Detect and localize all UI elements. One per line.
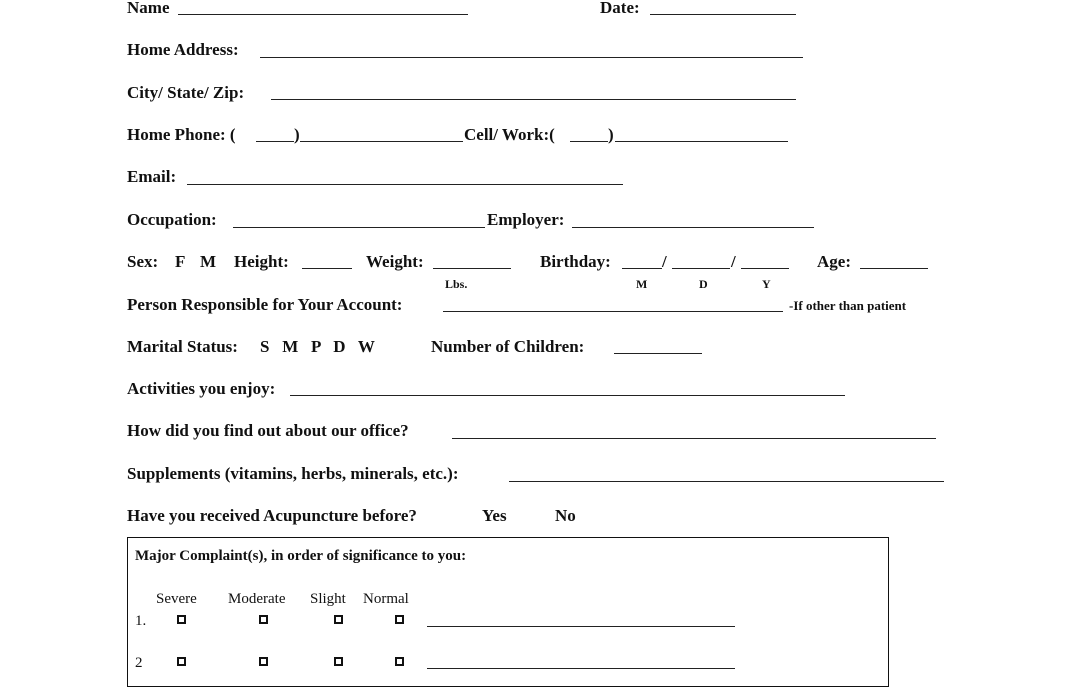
cell-area-code-field[interactable] bbox=[570, 141, 608, 142]
birthday-year-field[interactable] bbox=[741, 268, 789, 269]
name-field[interactable] bbox=[178, 14, 468, 15]
employer-label: Employer: bbox=[487, 210, 565, 229]
weight-label: Weight: bbox=[366, 252, 424, 271]
cell-work-field[interactable] bbox=[615, 141, 788, 142]
acupuncture-yes-option[interactable]: Yes bbox=[482, 506, 507, 525]
complaint-row-number: 2 bbox=[135, 655, 143, 671]
home-phone-field[interactable] bbox=[300, 141, 463, 142]
birthday-month-field[interactable] bbox=[622, 268, 662, 269]
marital-status-options[interactable]: S M P D W bbox=[260, 337, 375, 356]
find-office-field[interactable] bbox=[452, 438, 936, 439]
home-address-label: Home Address: bbox=[127, 40, 239, 59]
birthday-label: Birthday: bbox=[540, 252, 611, 271]
column-severe: Severe bbox=[156, 591, 197, 607]
children-field[interactable] bbox=[614, 353, 702, 354]
date-label: Date: bbox=[600, 0, 640, 17]
birthday-slash-1: / bbox=[662, 252, 667, 271]
date-field[interactable] bbox=[650, 14, 796, 15]
acupuncture-no-option[interactable]: No bbox=[555, 506, 576, 525]
row2-normal-checkbox[interactable] bbox=[395, 657, 404, 666]
acupuncture-label: Have you received Acupuncture before? bbox=[127, 506, 417, 525]
marital-status-label: Marital Status: bbox=[127, 337, 238, 356]
cell-work-label: Cell/ Work:( bbox=[464, 125, 555, 144]
home-phone-paren: ) bbox=[294, 125, 300, 144]
weight-field[interactable] bbox=[433, 268, 511, 269]
complaint-row-number: 1. bbox=[135, 613, 147, 629]
sex-option-f[interactable]: F bbox=[175, 252, 186, 271]
row1-normal-checkbox[interactable] bbox=[395, 615, 404, 624]
year-hint-label: Y bbox=[762, 277, 771, 291]
row1-slight-checkbox[interactable] bbox=[334, 615, 343, 624]
age-field[interactable] bbox=[860, 268, 928, 269]
occupation-label: Occupation: bbox=[127, 210, 217, 229]
day-hint-label: D bbox=[699, 277, 708, 291]
employer-field[interactable] bbox=[572, 227, 814, 228]
responsible-note: -If other than patient bbox=[789, 298, 907, 313]
sex-label: Sex: bbox=[127, 252, 159, 271]
cell-paren: ) bbox=[608, 125, 614, 144]
complaints-title: Major Complaint(s), in order of significance to you: bbox=[135, 548, 467, 564]
column-moderate: Moderate bbox=[228, 591, 286, 607]
age-label: Age: bbox=[817, 252, 851, 271]
responsible-field[interactable] bbox=[443, 311, 783, 312]
height-label: Height: bbox=[234, 252, 289, 271]
email-field[interactable] bbox=[187, 184, 623, 185]
row2-severe-checkbox[interactable] bbox=[177, 657, 186, 666]
children-label: Number of Children: bbox=[431, 337, 585, 356]
column-normal: Normal bbox=[363, 591, 409, 607]
city-state-zip-field[interactable] bbox=[271, 99, 796, 100]
column-slight: Slight bbox=[310, 591, 346, 607]
email-label: Email: bbox=[127, 167, 177, 186]
city-state-zip-label: City/ State/ Zip: bbox=[127, 83, 245, 102]
home-phone-area-code-field[interactable] bbox=[256, 141, 294, 142]
supplements-label: Supplements (vitamins, herbs, minerals, etc.): bbox=[127, 464, 459, 483]
row2-complaint-field[interactable] bbox=[427, 668, 735, 669]
occupation-field[interactable] bbox=[233, 227, 485, 228]
supplements-field[interactable] bbox=[509, 481, 944, 482]
row1-moderate-checkbox[interactable] bbox=[259, 615, 268, 624]
height-field[interactable] bbox=[302, 268, 352, 269]
birthday-day-field[interactable] bbox=[672, 268, 730, 269]
row1-complaint-field[interactable] bbox=[427, 626, 735, 627]
home-phone-label: Home Phone: ( bbox=[127, 125, 236, 144]
lbs-unit-label: Lbs. bbox=[445, 277, 468, 291]
activities-field[interactable] bbox=[290, 395, 845, 396]
row1-severe-checkbox[interactable] bbox=[177, 615, 186, 624]
birthday-slash-2: / bbox=[731, 252, 736, 271]
sex-option-m[interactable]: M bbox=[200, 252, 217, 271]
responsible-label: Person Responsible for Your Account: bbox=[127, 295, 403, 314]
row2-moderate-checkbox[interactable] bbox=[259, 657, 268, 666]
find-office-label: How did you find out about our office? bbox=[127, 421, 409, 440]
row2-slight-checkbox[interactable] bbox=[334, 657, 343, 666]
name-label: Name bbox=[127, 0, 170, 17]
month-hint-label: M bbox=[636, 277, 648, 291]
home-address-field[interactable] bbox=[260, 57, 803, 58]
activities-label: Activities you enjoy: bbox=[127, 379, 276, 398]
